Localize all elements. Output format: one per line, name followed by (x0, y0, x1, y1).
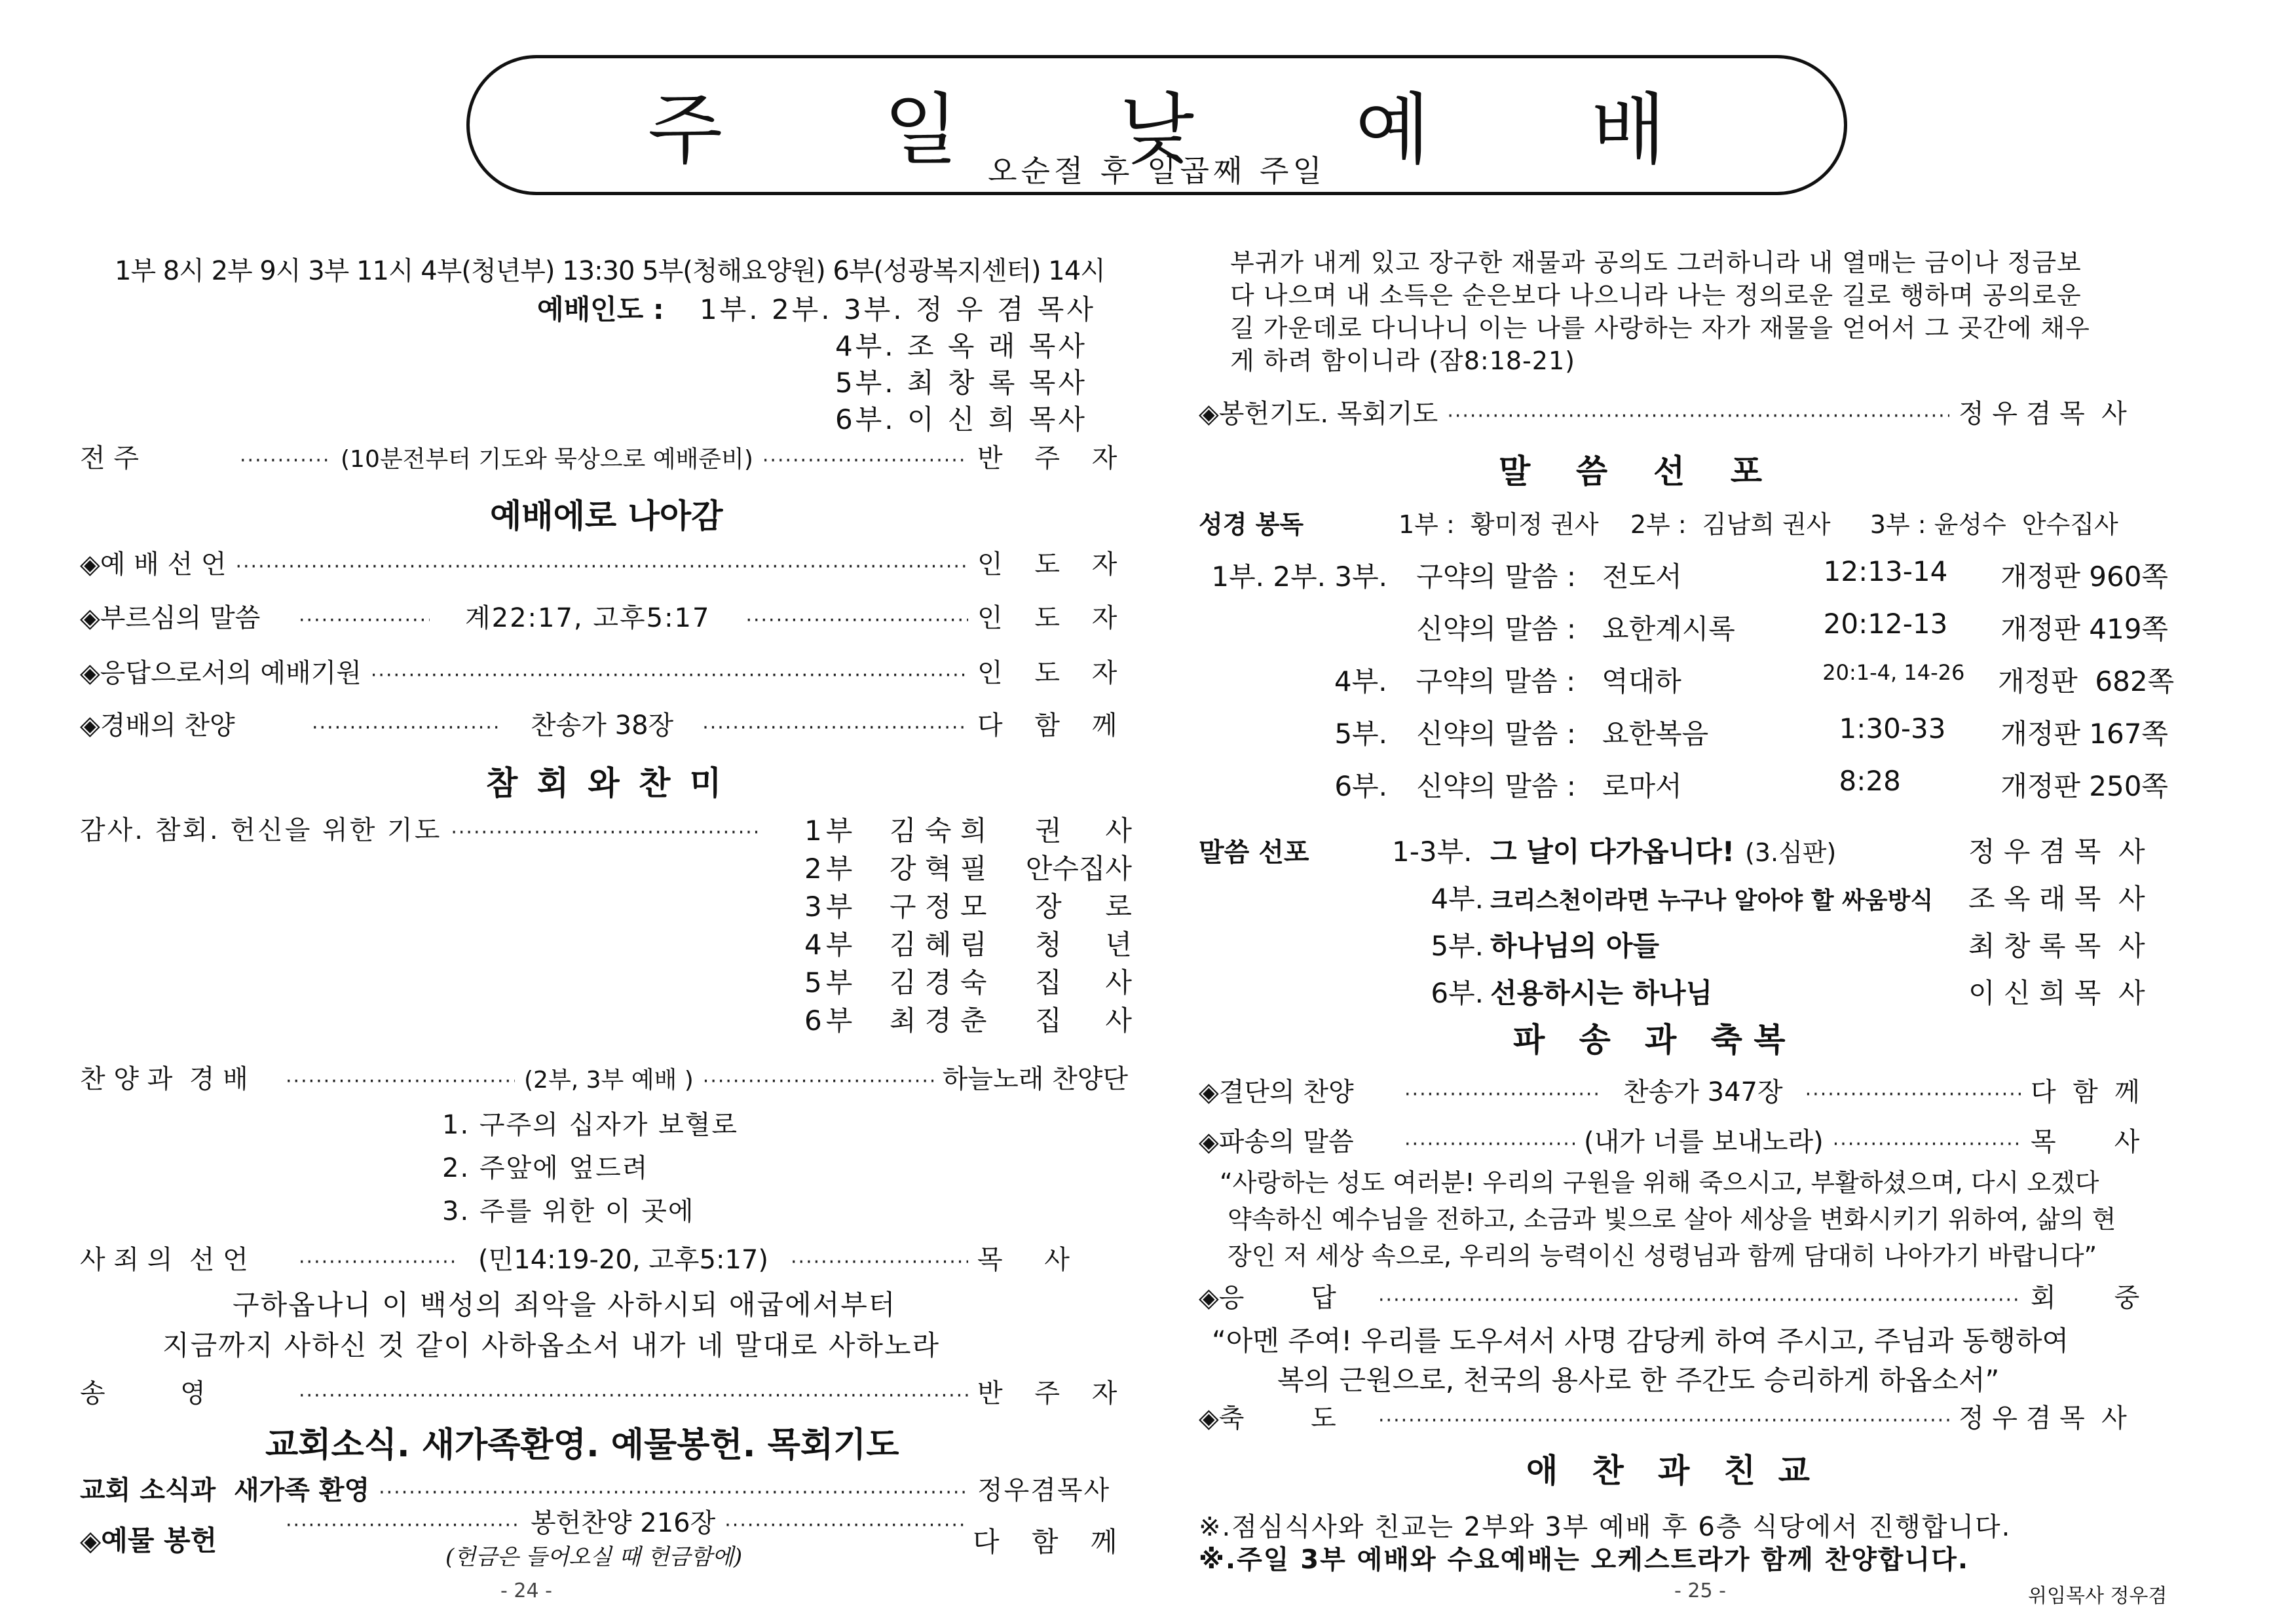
absolution-text: 구하옵나니 이 백성의 죄악을 사하시되 애굽에서부터 (233, 1289, 897, 1321)
leader-line: 5부. 최 창 록 목사 (835, 367, 1087, 399)
prelude-label: 전 주 (80, 443, 139, 473)
absolution-label: 사 죄 의 선 언 (80, 1245, 248, 1275)
absolution-row (80, 1239, 1128, 1276)
reading-label: 성경 봉독 (1199, 510, 1304, 539)
offer-prayer-row (1199, 393, 2168, 430)
sending-note: (내가 너를 보내노라) (1584, 1127, 1824, 1157)
order-role: 인 도 자 (977, 658, 1129, 688)
leader-line: 4부. 조 옥 래 목사 (835, 330, 1087, 362)
news-row (80, 1469, 1128, 1507)
order-role: 인 도 자 (977, 549, 1129, 580)
leader-line: 1부. 2부. 3부. 정 우 겸 목사 (700, 293, 1096, 325)
prayer-person: 1부 김 숙 희 권 사 (804, 815, 1132, 847)
reading-table (1199, 555, 2175, 817)
sermon-row: 1-3부. 그 날이 다가옵니다! (3.심판) 정 우 겸 목 사 (1392, 836, 2145, 868)
response-role: 회 중 (2031, 1283, 2140, 1313)
news-label: 교회 소식과 새가족 환영 (80, 1475, 370, 1505)
reading-row: 5부. 신약의 말씀 : 요한복음 1:30-33 개정판 167쪽 (1334, 712, 2168, 750)
absolution-role: 목 사 (977, 1245, 1070, 1275)
title-char: 주 (648, 84, 723, 175)
prelude-note: (10분전부터 기도와 묵상으로 예배준비) (341, 446, 753, 473)
page-number-right: - 25 - (1674, 1579, 1726, 1602)
offer-prayer-label: ◈봉헌기도. 목회기도 (1199, 399, 1438, 429)
absolution-ref: (민14:19-20, 고후5:17) (478, 1245, 768, 1275)
page-subtitle: 오순절 후 일곱째 주일 (988, 153, 1326, 189)
sermon-label: 말씀 선포 (1199, 838, 1309, 868)
blessing-role: 정 우 겸 목 사 (1959, 1403, 2127, 1433)
title-char: 낮 (1119, 84, 1194, 175)
prayer-label: 감사. 참회. 헌신을 위한 기도 (80, 815, 442, 845)
order-label: ◈응답으로서의 예배기원 (80, 658, 362, 688)
sermon-row: 6부. 선용하시는 하나님 이 신 희 목 사 (1431, 977, 2145, 1009)
title-char: 배 (1591, 84, 1666, 175)
order-role: 인 도 자 (977, 603, 1129, 633)
offering-role: 다 함 께 (973, 1526, 1129, 1558)
sending-label: ◈파송의 말씀 (1199, 1127, 1354, 1157)
sending-role: 목 사 (2031, 1127, 2140, 1157)
sending-row (1199, 1121, 2168, 1158)
offering-row (80, 1502, 1128, 1540)
reading-row: 4부. 구약의 말씀 : 역대하 20:1-4, 14-26 개정판 682쪽 (1334, 660, 2175, 697)
gloria-role: 반 주 자 (977, 1378, 1129, 1409)
praise-label: 찬 양 과 경 배 (80, 1064, 248, 1094)
order-row (80, 652, 1128, 690)
section-heading: 예배에로 나아감 (490, 497, 723, 535)
praise-note: (2부, 3부 예배 ) (524, 1067, 694, 1094)
title-char: 일 (884, 84, 958, 175)
section-heading: 애 찬 과 친 교 (1526, 1452, 1810, 1490)
absolution-text: 지금까지 사하신 것 같이 사하옵소서 내가 네 말대로 사하노라 (162, 1329, 941, 1361)
prayer-person: 2부 강 혁 필 안수집사 (804, 853, 1132, 885)
decision-hymn-number: 찬송가 347장 (1623, 1077, 1783, 1107)
order-row (80, 705, 1128, 742)
title-box (466, 55, 1847, 195)
order-label: ◈경배의 찬양 (80, 710, 235, 741)
praise-song: 3. 주를 위한 이 곳에 (442, 1196, 695, 1227)
prayer-row (80, 809, 768, 847)
sermon-row: 5부. 하나님의 아들 최 창 록 목 사 (1431, 930, 2145, 962)
offering-label: ◈예물 봉헌 (80, 1524, 217, 1557)
pastor-credit: 위임목사 정우겸 (2028, 1585, 2168, 1608)
sermon-list (1392, 830, 2171, 1019)
response-row (1199, 1277, 2168, 1314)
reading-row: 신약의 말씀 : 요한계시록 20:12-13 개정판 419쪽 (1416, 608, 2168, 645)
notice-line: ※.점심식사와 친교는 2부와 3부 예배 후 6층 식당에서 진행합니다. (1199, 1512, 2012, 1542)
order-role: 다 함 께 (977, 710, 1129, 741)
scripture-passage: 부귀가 내게 있고 장구한 재물과 공의도 그러하니라 내 열매는 금이나 정금보 다 나으며 내 소득은 순은보다 나으니라 나는 정의로운 길로 행하며 공의로운 길 가운데로 다니나니 이는 나를 사랑하는 자가 재물을 얻어서 그 곳간에 채우 게 하려 함이니라 (잠8:18-21) (1230, 248, 2090, 375)
sermon-row: 4부. 크리스천이라면 누구나 알아야 할 싸움방식 조 옥 래 목 사 (1431, 883, 2145, 915)
order-label: ◈예 배 선 언 (80, 549, 227, 580)
gloria-row (80, 1373, 1128, 1410)
section-heading: 파 송 과 축 복 (1513, 1021, 1786, 1059)
order-row (80, 544, 1128, 581)
leader-line: 6부. 이 신 희 목사 (835, 403, 1087, 435)
offering-note: (헌금은 들어오실 때 헌금함에) (445, 1544, 743, 1570)
service-times: 1부 8시 2부 9시 3부 11시 4부(청년부) 13:30 5부(청해요양원) 6부(성광복지센터) 14시 (115, 256, 1105, 286)
blessing-row (1199, 1397, 2168, 1435)
prayer-person: 5부 김 경 숙 집 사 (804, 967, 1132, 999)
news-role: 정우겸목사 (977, 1475, 1111, 1505)
reading-row: 1부. 2부. 3부. 구약의 말씀 : 전도서 12:13-14 개정판 960쪽 (1211, 555, 2168, 593)
decision-hymn-label: ◈결단의 찬양 (1199, 1077, 1354, 1107)
response-text: “아멘 주여! 우리를 도우셔서 사명 감당케 하여 주시고, 주님과 동행하여 복의 근원으로, 천국의 용사로 한 주간도 승리하게 하옵소서” (1212, 1325, 2069, 1396)
leaders-label: 예배인도 : (537, 293, 664, 325)
page-number-left: - 24 - (500, 1579, 552, 1602)
praise-role: 하늘노래 찬양단 (942, 1064, 1128, 1094)
prayer-list (804, 809, 1132, 1037)
offering-hymn: 봉헌찬양 216장 (531, 1508, 716, 1538)
prayer-person: 4부 김 혜 림 청 년 (804, 929, 1132, 961)
sending-text: “사랑하는 성도 여러분! 우리의 구원을 위해 죽으시고, 부활하셨으며, 다시 오겠다 약속하신 예수님을 전하고, 소금과 빛으로 살아 세상을 변화시키기 위하여, 삶의 현 장인 저 세상 속으로, 우리의 능력이신 성령님과 함께 담대히 나아가기 바랍니다” (1220, 1168, 2116, 1270)
blessing-label: ◈축 도 (1199, 1403, 1336, 1433)
praise-song: 1. 구주의 십자가 보혈로 (442, 1110, 739, 1140)
gloria-label: 송 영 (80, 1378, 206, 1409)
section-heading: 말 씀 선 포 (1499, 452, 1763, 490)
order-row (80, 597, 1128, 635)
offer-prayer-role: 정 우 겸 목 사 (1959, 399, 2127, 429)
prelude-role: 반 주 자 (977, 443, 1129, 473)
order-label: ◈부르심의 말씀 (80, 603, 261, 633)
order-ref: 계22:17, 고후5:17 (465, 603, 711, 633)
order-ref: 찬송가 38장 (531, 710, 674, 741)
praise-row (80, 1058, 1128, 1096)
prayer-person: 6부 최 경 춘 집 사 (804, 1005, 1132, 1037)
prayer-person: 3부 구 정 모 장 로 (804, 891, 1132, 923)
decision-hymn-row (1199, 1071, 2168, 1109)
notice-line: ※.주일 3부 예배와 수요예배는 오케스트라가 함께 찬양합니다. (1199, 1545, 1970, 1575)
section-heading: 교회소식. 새가족환영. 예물봉헌. 목회기도 (265, 1426, 899, 1465)
decision-hymn-role: 다 함 께 (2031, 1077, 2140, 1107)
section-heading: 참 회 와 찬 미 (486, 764, 726, 802)
title-char: 예 (1355, 84, 1430, 175)
readers: 1부 : 황미정 권사 2부 : 김남희 권사 3부 : 윤성수 안수집사 (1398, 510, 2118, 539)
prelude-row (80, 437, 1128, 475)
praise-song: 2. 주앞에 엎드려 (442, 1153, 649, 1183)
reading-row: 6부. 신약의 말씀 : 로마서 8:28 개정판 250쪽 (1334, 765, 2168, 802)
response-label: ◈응 답 (1199, 1283, 1336, 1313)
